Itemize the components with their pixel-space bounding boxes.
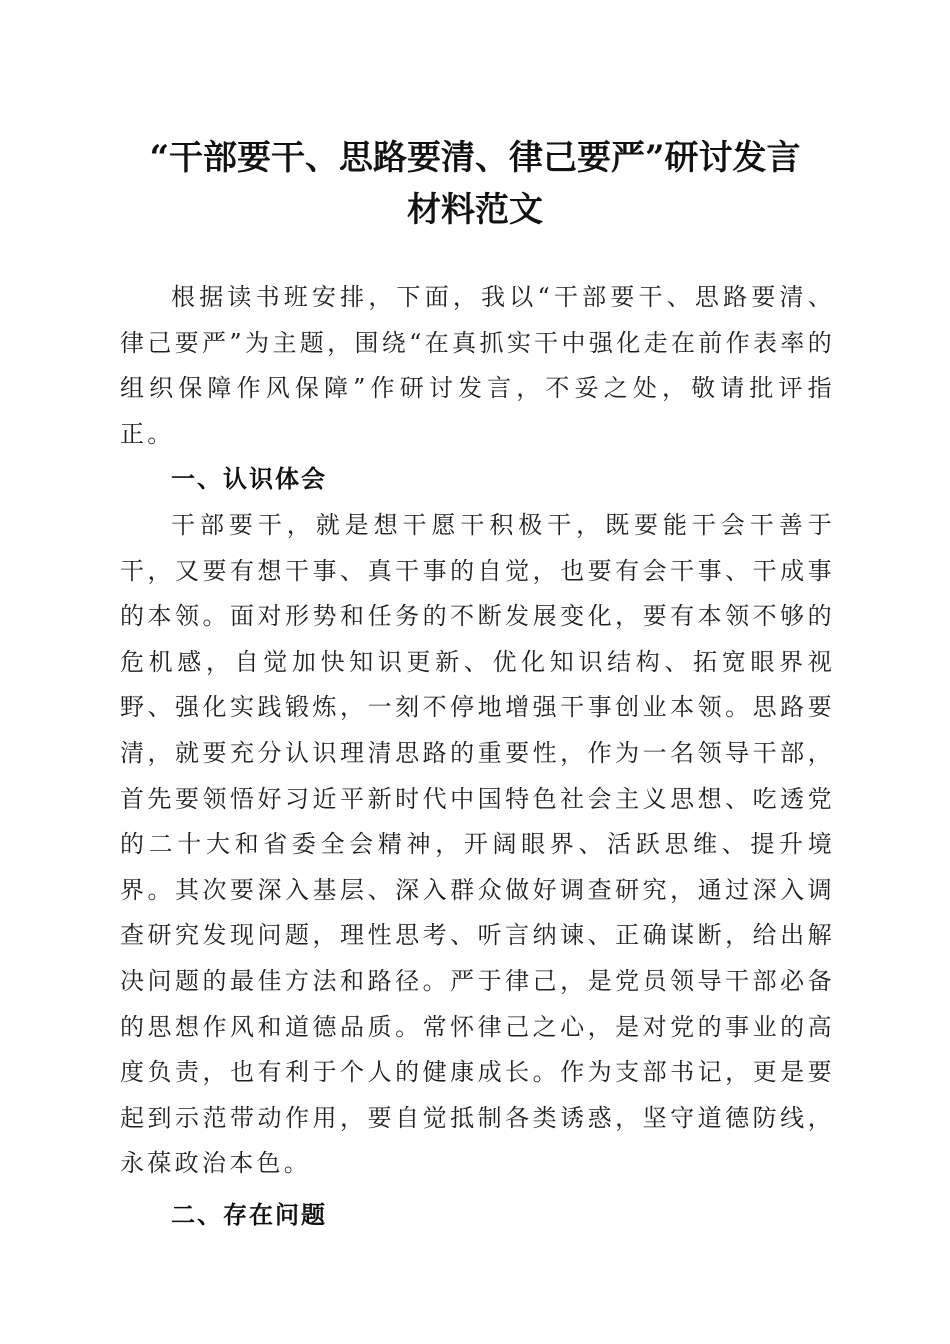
document-body <box>120 275 835 1238</box>
document-title-line-1: “干部要干、思路要清、律己要严”研讨发言 <box>149 138 801 178</box>
intro-paragraph: 根据读书班安排，下面，我以“干部要干、思路要清、律己要严”为主题，围绕“在真抓实干中强化走在前作表率的组织保障作风保障”作研讨发言，不妥之处，敬请批评指正。 <box>120 283 835 448</box>
section-paragraph-understanding: 干部要干，就是想干愿干积极干，既要能干会干善于干，又要有想干事、真干事的自觉，也要有会干事、干成事的本领。面对形势和任务的不断发展变化，要有本领不够的危机感，自觉加快知识更新、优化知识结构、拓宽眼界视野、强化实践锻炼，一刻不停地增强干事创业本领。思路要清，就要充分认识理清思路的重要性，作为一名领导干部，首先要领悟好习近平新时代中国特色社会主义思想、吃透党的二十大和省委全会精神，开阔眼界、活跃思维、提升境界。其次要深入基层、深入群众做好调查研究，通过深入调查研究发现问题，理性思考、听言纳谏、正确谋断，给出解决问题的最佳方法和路径。严于律己，是党员领导干部必备的思想作风和道德品质。常怀律己之心，是对党的事业的高度负责，也有利于个人的健康成长。作为支部书记，更是要起到示范带动作用，要自觉抵制各类诱惑，坚守道德防线，永葆政治本色。 <box>120 510 835 1178</box>
section-heading-understanding: 一、认识体会 <box>171 465 327 494</box>
section-heading-problems: 二、存在问题 <box>171 1200 327 1229</box>
document-title <box>110 132 840 236</box>
document-title-line-2: 材料范文 <box>407 190 543 230</box>
